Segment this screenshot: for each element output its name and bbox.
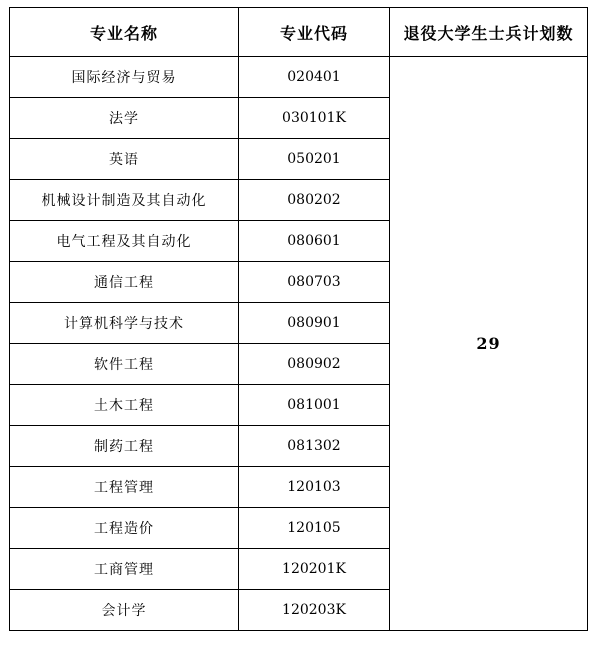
major-code-cell: 080703 <box>239 262 390 303</box>
table-row <box>10 57 588 98</box>
major-code-cell: 080901 <box>239 303 390 344</box>
major-code-cell: 080601 <box>239 221 390 262</box>
major-name-cell: 国际经济与贸易 <box>10 57 239 98</box>
enrollment-plan-table <box>9 7 588 631</box>
major-name-cell: 会计学 <box>10 590 239 631</box>
major-code-cell: 081302 <box>239 426 390 467</box>
major-name-cell: 法学 <box>10 98 239 139</box>
major-code-cell: 120105 <box>239 508 390 549</box>
major-code-cell: 030101K <box>239 98 390 139</box>
major-code-cell: 120201K <box>239 549 390 590</box>
major-name-cell: 工商管理 <box>10 549 239 590</box>
major-name-cell: 软件工程 <box>10 344 239 385</box>
major-code-cell: 050201 <box>239 139 390 180</box>
major-name-cell: 制药工程 <box>10 426 239 467</box>
major-name-cell: 工程造价 <box>10 508 239 549</box>
major-code-cell: 080902 <box>239 344 390 385</box>
major-name-cell: 电气工程及其自动化 <box>10 221 239 262</box>
major-code-cell: 020401 <box>239 57 390 98</box>
major-name-cell: 计算机科学与技术 <box>10 303 239 344</box>
major-code-cell: 080202 <box>239 180 390 221</box>
table-header-row <box>10 8 588 57</box>
major-code-cell: 081001 <box>239 385 390 426</box>
major-name-cell: 通信工程 <box>10 262 239 303</box>
major-code-cell: 120203K <box>239 590 390 631</box>
major-name-cell: 工程管理 <box>10 467 239 508</box>
header-major-code: 专业代码 <box>239 8 390 57</box>
major-name-cell: 机械设计制造及其自动化 <box>10 180 239 221</box>
header-major-name: 专业名称 <box>10 8 239 57</box>
major-name-cell: 英语 <box>10 139 239 180</box>
plan-count-cell: 29 <box>390 57 588 631</box>
major-name-cell: 土木工程 <box>10 385 239 426</box>
major-code-cell: 120103 <box>239 467 390 508</box>
header-plan-count: 退役大学生士兵计划数 <box>390 8 588 57</box>
